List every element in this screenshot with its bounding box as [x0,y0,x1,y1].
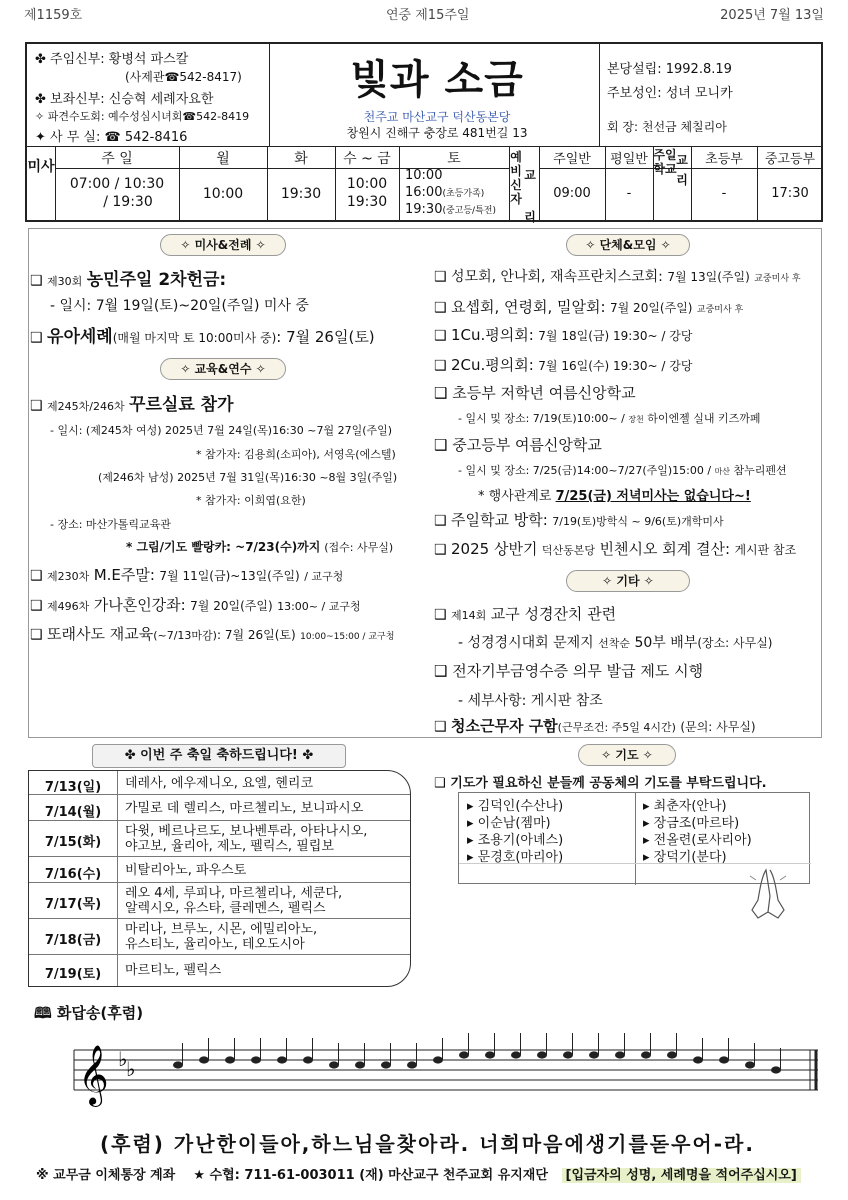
mass-header-sun: 주 일 [101,151,133,167]
footer-bank-info: ※ 교무금 이체통장 계좌 ★ 수협: 711-61-003011 (재) 마산교구 천주교회 유지재단 [입금자의 성명, 세례명을 적어주십시오] [36,1164,801,1183]
praying-hands-icon [744,866,794,926]
monday-time: 10:00 [202,186,244,202]
office-line: ✦ 사 무 실: ☎ 542-8416 [35,130,188,145]
curia-1: ❑ 1Cu.평의회: 7월 18일(금) 19:30~ / 강당 [434,326,693,344]
table-row: 7/19(토) 마르티노, 펠릭스 [44,963,222,982]
svg-text:♭: ♭ [118,1047,128,1071]
cursillo-date-2: (제246차 남성) 2025년 7월 31일(목)16:30 ~8월 3일(주일) [98,471,398,484]
list-item: ▸ 최춘자(안나) [643,799,727,814]
elementary-header: 초등부 [705,152,743,167]
prayer-pill: ✧ 기도 ✧ [578,744,676,766]
mass-header-mon: 월 [216,151,230,167]
cursillo: ❑ 제245차/246차 꾸르실료 참가 [30,395,234,415]
misc-section-pill: ✧ 기타 ✧ [566,570,690,592]
top-bar [24,2,824,24]
list-item: ▸ 전올련(로사리아) [643,833,752,848]
note-head [563,1051,573,1058]
sisters-line: ✧ 파견수도회: 예수성심시녀회☎542-8419 [35,110,250,123]
list-item: ▸ 장덕기(분다) [643,850,727,865]
mass-side-label: 미사 [27,159,55,175]
issue-date: 2025년 7월 13일 [720,8,824,23]
curia-2: ❑ 2Cu.평의회: 7월 16일(수) 19:30~ / 강당 [434,356,693,374]
note-head [745,1061,755,1068]
sat-time-1: 10:00 [405,168,443,183]
pastor-line: ✤ 주임신부: 황병석 파스칼 [35,52,189,67]
peer-apostle-training: ❑ 또래사도 재교육(~7/13마감): 7월 26일(토) 10:00~15:00 / 교구청 [30,625,395,643]
rectory-phone: (사제관☎542-8417) [125,70,242,84]
elementary-camp-detail: - 일시 및 장소: 7/19(토)10:00~ / 장천 하이엔젤 실내 키즈까페 [458,412,761,425]
sunday-times-2: / 19:30 [103,194,153,210]
bible-quiz: - 성경경시대회 문제지 선착순 50부 배부(장소: 사무실) [458,635,773,651]
note-head [667,1051,677,1058]
music-staff [26,1020,820,1130]
liturgical-week: 연중 제15주일 [386,8,470,23]
farmers-sunday: ❑ 제30회 농민주일 2차헌금: [30,270,227,290]
meeting-2: ❑ 요셉회, 연령회, 밀알회: 7월 20일(주일) 교중미사 후 [434,298,744,316]
education-section-pill: ✧ 교육&연수 ✧ [160,358,286,380]
prayer-intro: ❑ 기도가 필요하신 분들께 공동체의 기도를 부탁드립니다. [434,776,767,791]
table-row: 7/15(화) 다윗, 베르나르도, 보나벤투라, 아타나시오, 야고보, 율리아, 제노, 펠릭스, 필립보 [29,821,411,857]
note-head [303,1056,313,1063]
note-head [589,1051,599,1058]
mass-header-tue: 화 [294,151,308,167]
farmers-sunday-date: - 일시: 7월 19일(토)~20일(주일) 미사 중 [50,298,309,314]
cursillo-attendees-2: * 참가자: 이희엽(요한) [196,494,306,507]
book-icon: 🕮 [34,1004,52,1022]
no-evening-mass-notice: * 행사관계로 7/25(금) 저녁미사는 없습니다~! [478,489,751,504]
hymn-title: 🕮 화답송(후렴) [34,1004,144,1022]
cursillo-date-1: - 일시: (제245차 여성) 2025년 7월 24일(목)16:30 ~7월 27일(주일) [50,424,393,437]
list-item: ▸ 장금조(마르타) [643,816,740,831]
patron-info: 주보성인: 성녀 모니카 [607,86,733,101]
elementary-camp: ❑ 초등부 저학년 여름신앙학교 [434,384,636,402]
founded-info: 본당설립: 1992.8.19 [607,62,732,77]
secondary-header: 중고등부 [764,152,816,167]
note-head [407,1061,417,1068]
sunday-school-label: 주일학교 [653,148,677,176]
sat-time-2: 16:00(초등가족) [405,185,485,200]
parish-name: 천주교 마산교구 덕산동본당 [363,110,511,124]
list-item: ▸ 이순남(젬마) [467,816,551,831]
table-row: 7/16(수) 비탈리아노, 파우스토 [29,857,411,883]
note-head [433,1056,443,1063]
cursillo-venue: - 장소: 마산가톨릭교육관 [50,518,171,531]
infant-baptism: ❑ 유아세례(매월 마지막 토 10:00미사 중): 7월 26일(토) [30,327,375,347]
feast-table [28,770,411,987]
vincent-report: ❑ 2025 상반기 덕산동본당 빈첸시오 회계 결산: 게시판 참조 [434,540,797,558]
note-head [277,1056,287,1063]
svg-text:♭: ♭ [126,1057,136,1081]
sunday-times-1: 07:00 / 10:30 [69,176,165,192]
bible-festival: ❑ 제14회 교구 성경잔치 관련 [434,605,617,623]
note-head [459,1051,469,1058]
note-head [251,1056,261,1063]
table-row: 7/14(월) 가밀로 데 렐리스, 마르첼리노, 보니파시오 [29,795,411,821]
catechumen-sunday-time: 09:00 [553,186,591,201]
catechumen-sunday-header: 주일반 [553,152,591,167]
donation-receipt-detail: - 세부사항: 게시판 참조 [458,693,603,709]
groups-section-pill: ✧ 단체&모임 ✧ [566,234,690,256]
note-head [329,1061,339,1068]
note-head [771,1066,781,1073]
assistant-pastor-line: ✤ 보좌신부: 신승혁 세례자요한 [35,92,214,107]
catechumen-weekday-time: - [626,186,632,201]
cana-course: ❑ 제496차 가나혼인강좌: 7월 20일(주일) 13:00~ / 교구청 [30,596,361,614]
president-info: 회 장: 천선금 체칠리아 [607,120,727,134]
parish-address: 창원시 진해구 충장로 481번길 13 [346,126,528,140]
youth-camp: ❑ 중고등부 여름신앙학교 [434,436,602,454]
list-item: ▸ 조용기(아녜스) [467,833,564,848]
note-head [537,1051,547,1058]
catechumen-label-2: 교리 [524,168,536,224]
table-row: 7/18(금) 마리나, 브루노, 시몬, 에밀리아노, 유스티노, 율리아노, 테오도시아 [29,919,411,955]
issue-number: 제1159호 [24,8,83,23]
list-item: ▸ 문경호(마리아) [467,850,564,865]
donation-receipt: ❑ 전자기부금영수증 의무 발급 제도 시행 [434,662,704,680]
wedfri-time-1: 10:00 [346,176,388,192]
marriage-encounter: ❑ 제230차 M.E주말: 7월 11일(금)~13일(주일) / 교구청 [30,566,344,584]
elementary-time: - [721,186,727,201]
wedfri-time-2: 19:30 [346,194,388,210]
note-head [641,1051,651,1058]
note-head [511,1051,521,1058]
note-head [381,1061,391,1068]
youth-camp-detail: - 일시 및 장소: 7/25(금)14:00~7/27(주일)15:00 / 마산 참누리펜션 [458,464,787,477]
cleaning-staff: ❑ 청소근무자 구함(근무조건: 주5일 4시간) (문의: 사무실) [434,717,756,735]
sat-time-3: 19:30(중고등/특전) [405,202,496,217]
hymn-lyric: (후렴) 가난한이들아,하느님을찾아라. 너희마음에생기를돋우어-라. [100,1132,755,1156]
table-row: 7/17(목) 레오 4세, 루피나, 마르첼리나, 세쿤다, 알렉시오, 유스타, 클레멘스, 펠릭스 [29,883,411,919]
note-head [225,1056,235,1063]
svg-text:𝄞: 𝄞 [78,1045,109,1105]
liturgy-section-pill: ✧ 미사&전례 ✧ [160,234,286,256]
note-head [693,1056,703,1063]
note-head [173,1061,183,1068]
sunday-school-vacation: ❑ 주일학교 방학: 7/19(토)방학식 ~ 9/6(토)개학미사 [434,511,724,529]
cursillo-palanca: * 그림/기도 빨랑카: ~7/23(수)까지 (접수: 사무실) [126,540,394,554]
note-head [719,1056,729,1063]
secondary-time: 17:30 [771,186,809,201]
note-head [199,1056,209,1063]
bulletin-title: 빛과 소금 [350,57,524,103]
header-box [25,42,823,222]
note-head [355,1061,365,1068]
tuesday-time: 19:30 [280,186,322,202]
mass-header-wedfri: 수 ~ 금 [343,151,391,167]
catechumen-weekday-header: 평일반 [610,152,648,167]
feast-banner: ✤ 이번 주 축일 축하드립니다! ✤ [92,744,346,768]
meeting-1: ❑ 성모회, 안나회, 재속프란치스코회: 7월 13일(주일) 교중미사 후 [434,269,801,285]
cursillo-attendees-1: * 참가자: 김용희(소피아), 서영옥(에스텔) [196,448,396,461]
note-head [615,1051,625,1058]
note-head [485,1051,495,1058]
list-item: ▸ 김덕인(수산나) [467,799,564,814]
catechumen-label: 예비신자 [510,150,522,206]
sunday-school-label-2: 교리 [676,153,688,187]
table-row: 7/13(일) 데레사, 에우제니오, 요엘, 헨리코 [29,771,411,795]
mass-header-sat: 토 [447,151,461,167]
